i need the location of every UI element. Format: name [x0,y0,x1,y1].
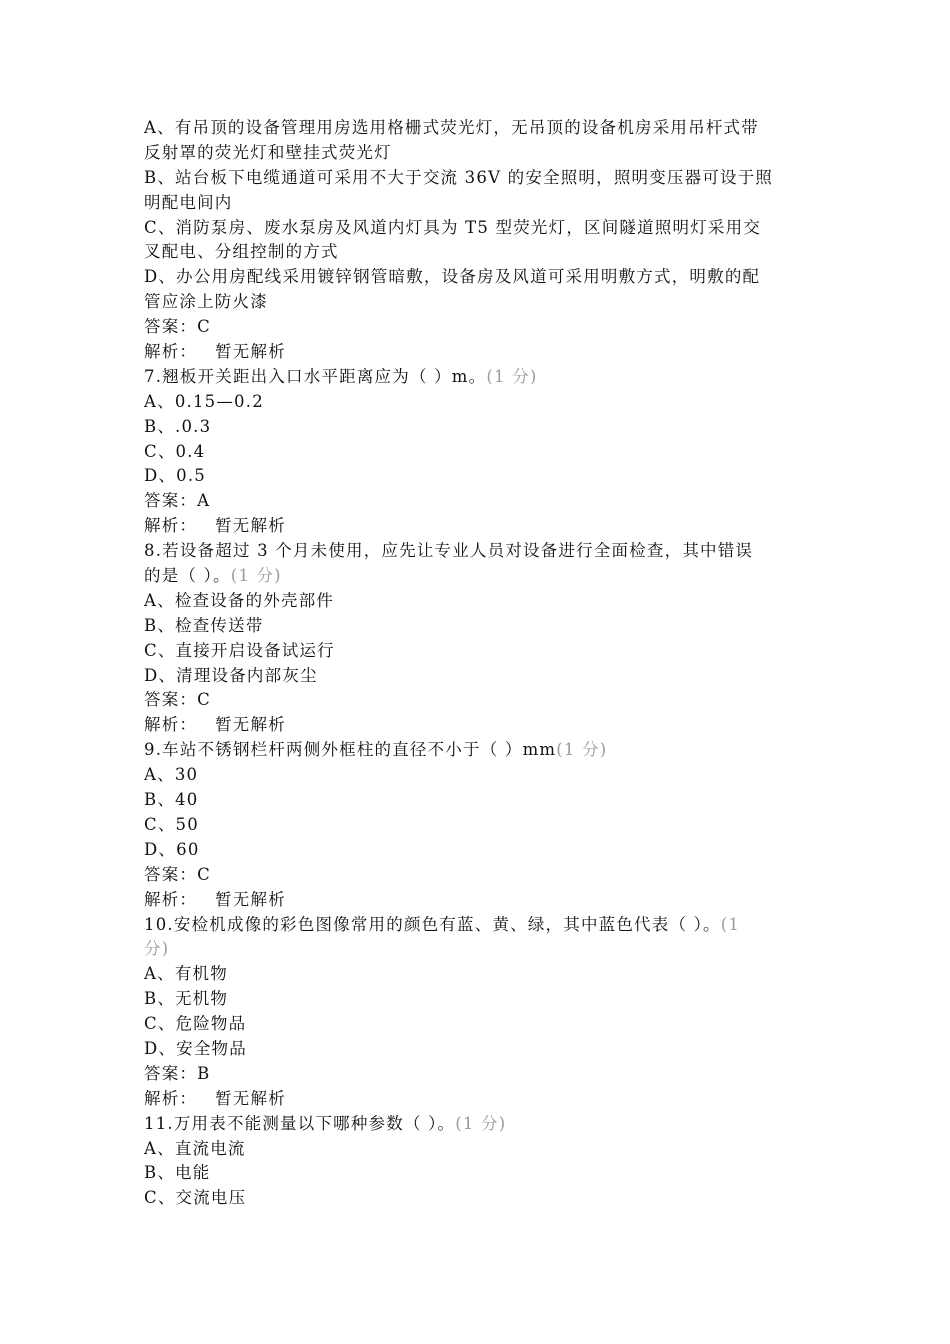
q9-option-a: A、30 [144,765,199,785]
question-text: 9.车站不锈钢栏杆两侧外框柱的直径不小于（ ）mm [144,740,557,760]
analysis-text: 暂无解析 [215,342,286,362]
question-9 [144,738,814,763]
q9-answer: 答案：C [144,864,211,884]
option-a-line-1: A、有吊顶的设备管理用房选用格栅式荧光灯，无吊顶的设备机房采用吊杆式带 [144,118,759,137]
option-a-line-2: 反射罩的荧光灯和壁挂式荧光灯 [144,142,392,162]
question-text: 11.万用表不能测量以下哪种参数（ ）。 [144,1113,456,1133]
q7-option-a: A、0.15—0.2 [144,391,264,411]
answer-line: 答案：C [144,317,211,337]
q9-analysis [144,888,814,913]
q11-option-a: A、直流电流 [144,1138,246,1158]
option-d-line-2: 管应涂上防火漆 [144,292,268,312]
option-c-line-1: C、消防泵房、废水泵房及风道内灯具为 T5 型荧光灯，区间隧道照明灯采用交 [144,217,762,237]
analysis-line [144,340,814,365]
exam-document [144,116,814,1211]
analysis-label: 解析： [144,889,198,909]
q8-answer: 答案：C [144,690,211,710]
q7-option-c: C、0.4 [144,441,206,461]
score-label: (1 分) [556,740,608,760]
q9-option-b: B、40 [144,790,199,810]
q8-option-b: B、检查传送带 [144,615,264,635]
question-text: 7.翘板开关距出入口水平距离应为（ ）m。 [144,366,487,386]
analysis-label: 解析： [144,1088,198,1108]
analysis-text: 暂无解析 [215,1088,286,1108]
q11-option-b: B、电能 [144,1163,211,1183]
option-d-line-1: D、办公用房配线采用镀锌钢管暗敷，设备房及风道可采用明敷方式，明敷的配 [144,267,761,287]
q8-option-d: D、清理设备内部灰尘 [144,665,318,685]
q7-answer: 答案：A [144,491,211,511]
q8-analysis [144,713,814,738]
score-label: (1 分) [230,566,282,586]
analysis-text: 暂无解析 [215,715,286,735]
analysis-text: 暂无解析 [215,889,286,909]
analysis-label: 解析： [144,715,198,735]
question-11 [144,1112,814,1137]
q9-option-c: C、50 [144,814,199,834]
q10-analysis [144,1087,814,1112]
question-10-line-1 [144,913,814,938]
question-7 [144,365,814,390]
option-b-line-2: 明配电间内 [144,192,233,212]
question-10-line-2 [144,937,814,962]
q10-option-c: C、危险物品 [144,1014,247,1034]
q7-option-d: D、0.5 [144,466,206,486]
score-label: (1 分) [486,366,538,386]
option-b-line-1: B、站台板下电缆通道可采用不大于交流 36V 的安全照明，照明变压器可设于照 [144,167,774,187]
q10-option-a: A、有机物 [144,964,228,984]
q7-option-b: B、.0.3 [144,416,212,436]
q11-option-c: C、交流电压 [144,1188,247,1208]
q10-answer: 答案：B [144,1063,211,1083]
analysis-label: 解析： [144,342,198,362]
q8-option-c: C、直接开启设备试运行 [144,640,335,660]
option-c-line-2: 叉配电、分组控制的方式 [144,242,339,262]
question-text: 的是（ ）。 [144,566,231,586]
question-8-line-1: 8.若设备超过 3 个月未使用，应先让专业人员对设备进行全面检查，其中错误 [144,541,754,561]
score-label: (1 分) [455,1113,507,1133]
score-label: 分) [144,939,170,959]
q10-option-d: D、安全物品 [144,1038,247,1058]
question-8-line-2 [144,564,814,589]
analysis-label: 解析： [144,516,198,536]
analysis-text: 暂无解析 [215,516,286,536]
q9-option-d: D、60 [144,839,200,859]
question-text: 10.安检机成像的彩色图像常用的颜色有蓝、黄、绿，其中蓝色代表（ ）。 [144,914,721,934]
q7-analysis [144,514,814,539]
q10-option-b: B、无机物 [144,989,229,1009]
q8-option-a: A、检查设备的外壳部件 [144,590,335,610]
score-label: (1 [720,914,741,934]
